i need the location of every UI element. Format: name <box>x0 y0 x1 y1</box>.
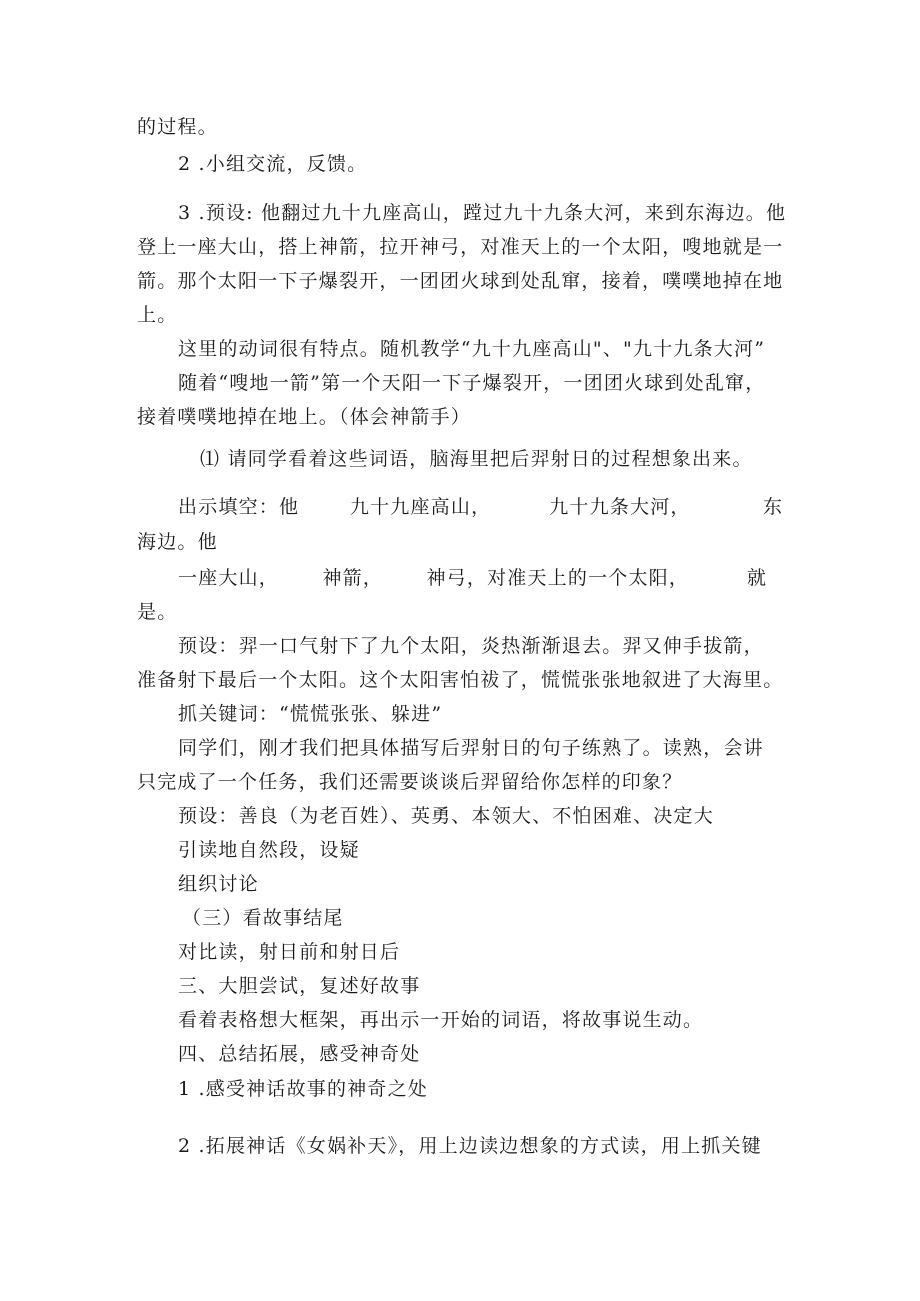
text-line: 这里的动词很有特点。随机教学“九十九座高山"、"九十九条大河” <box>178 338 766 360</box>
text-line: 三、大胆尝试，复述好故事 <box>178 975 421 997</box>
text-line: 出示填空：他 九十九座高山， 九十九条大河， 东 <box>178 496 784 518</box>
text-line: 只完成了一个任务，我们还需要谈谈后羿留给你怎样的印象？ <box>137 771 683 793</box>
text-line: 2 .小组交流，反馈。 <box>178 153 368 175</box>
text-line: 海边。他 <box>137 531 218 553</box>
text-line: 同学们，刚才我们把具体描写后羿射日的句子练熟了。读熟，会讲 <box>178 737 764 759</box>
text-line: ⑴ 请同学看着这些词语，脑海里把后羿射日的过程想象出来。 <box>200 448 753 470</box>
text-line: 接着噗噗地掉在地上。（体会神箭手） <box>137 406 471 428</box>
text-line: 看着表格想大框架，再出示一开始的词语，将故事说生动。 <box>178 1009 704 1031</box>
text-line: 是。 <box>137 601 178 623</box>
text-line: 3 .预设: 他翻过九十九座高山，蹚过九十九条大河，来到东海边。他 <box>178 202 787 224</box>
text-line: 预设：羿一口气射下了九个太阳，炎热渐渐退去。羿又伸手拔箭， <box>178 635 764 657</box>
text-line: 箭。那个太阳一下子爆裂开，一团团火球到处乱窜，接着，噗噗地掉在地 <box>137 270 784 292</box>
text-line: 准备射下最后一个太阳。这个太阳害怕祓了，慌慌张张地叙进了大海里。 <box>137 669 784 691</box>
text-line: 一座大山， 神箭， 神弓，对准天上的一个太阳， 就 <box>178 567 768 589</box>
text-line: 引读地自然段，设疑 <box>178 839 360 861</box>
text-line: 2 .拓展神话《女娲补天》，用上边读边想象的方式读，用上抓关键 <box>178 1135 762 1157</box>
text-line: 的过程。 <box>137 116 218 138</box>
text-line: 1 .感受神话故事的神奇之处 <box>178 1078 428 1100</box>
text-line: 预设：善良（为老百姓）、英勇、本领大、不怕困难、决定大 <box>178 805 714 827</box>
text-line: 抓关键词：“慌慌张张、躲进” <box>178 703 443 725</box>
text-line: 登上一座大山，搭上神箭，拉开神弓，对准天上的一个太阳，嗖地就是一 <box>137 236 784 258</box>
text-line: （三）看故事结尾 <box>182 907 344 929</box>
text-line: 组织讨论 <box>178 873 259 895</box>
text-line: 随着“嗖地一箭”第一个天阳一下子爆裂开，一团团火球到处乱窜， <box>178 372 766 394</box>
text-line: 四、总结拓展，感受神奇处 <box>178 1043 421 1065</box>
text-line: 上。 <box>137 304 178 326</box>
text-line: 对比读，射日前和射日后 <box>178 941 401 963</box>
